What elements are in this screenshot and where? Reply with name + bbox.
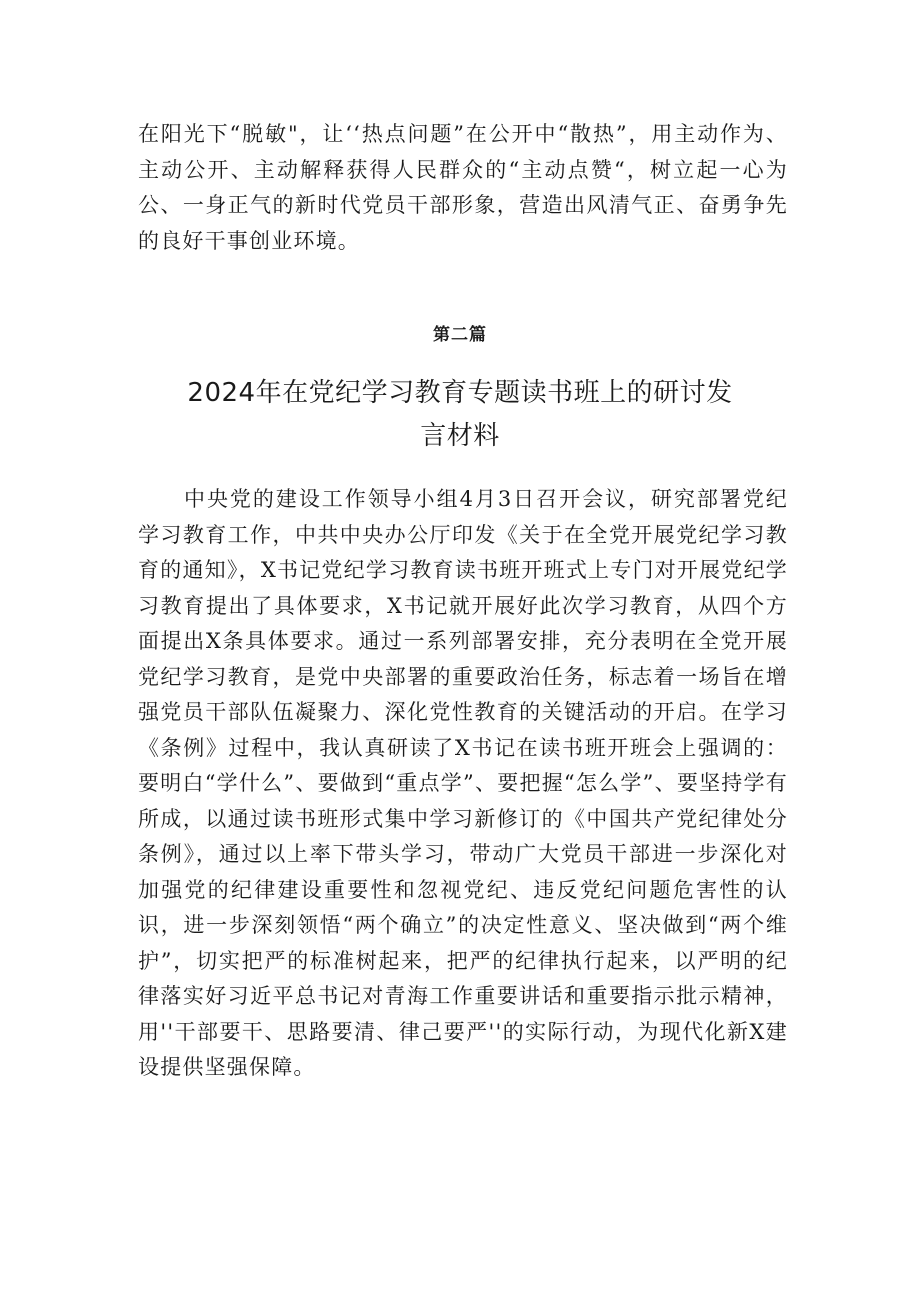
- section-label: 第二篇: [433, 325, 487, 345]
- document-title: 2024年在党纪学习教育专题读书班上的研讨发言材料: [187, 378, 733, 451]
- continued-paragraph: 在阳光下“脱敏"，让‘‘热点问题”在公开中“散热”，用主动作为、主动公开、主动解释获得人民群众的“主动点赞“，树立起一心为公、一身正气的新时代党员干部形象，营造出风清气正、奋勇争先的良好干事创业环境。: [138, 122, 788, 253]
- body-paragraph: 中央党的建设工作领导小组4月3日召开会议，研究部署党纪学习教育工作，中共中央办公厅印发《关于在全党开展党纪学习教育的通知》，X书记党纪学习教育读书班开班式上专门对开展党纪学习教育提出了具体要求，X书记就开展好此次学习教育，从四个方面提出X条具体要求。通过一系列部署安排，充分表明在全党开展党纪学习教育，是党中央部署的重要政治任务，标志着一场旨在增强党员干部队伍凝聚力、深化党性教育的关键活动的开启。在学习《条例》过程中，我认真研读了X书记在读书班开班会上强调的：要明白“学什么”、要做到“重点学”、要把握“怎么学”、要坚持学有所成，以通过读书班形式集中学习新修订的《中国共产党纪律处分条例》，通过以上率下带头学习，带动广大党员干部进一步深化对加强党的纪律建设重要性和忽视党纪、违反党纪问题危害性的认识，进一步深刻领悟“两个确立”的决定性意义、坚决做到“两个维护”，切实把严的标准树起来，把严的纪律执行起来，以严明的纪律落实好习近平总书记对青海工作重要讲话和重要指示批示精神，用''干部要干、思路要清、律己要严''的实际行动，为现代化新X建设提供坚强保障。: [138, 487, 788, 1079]
